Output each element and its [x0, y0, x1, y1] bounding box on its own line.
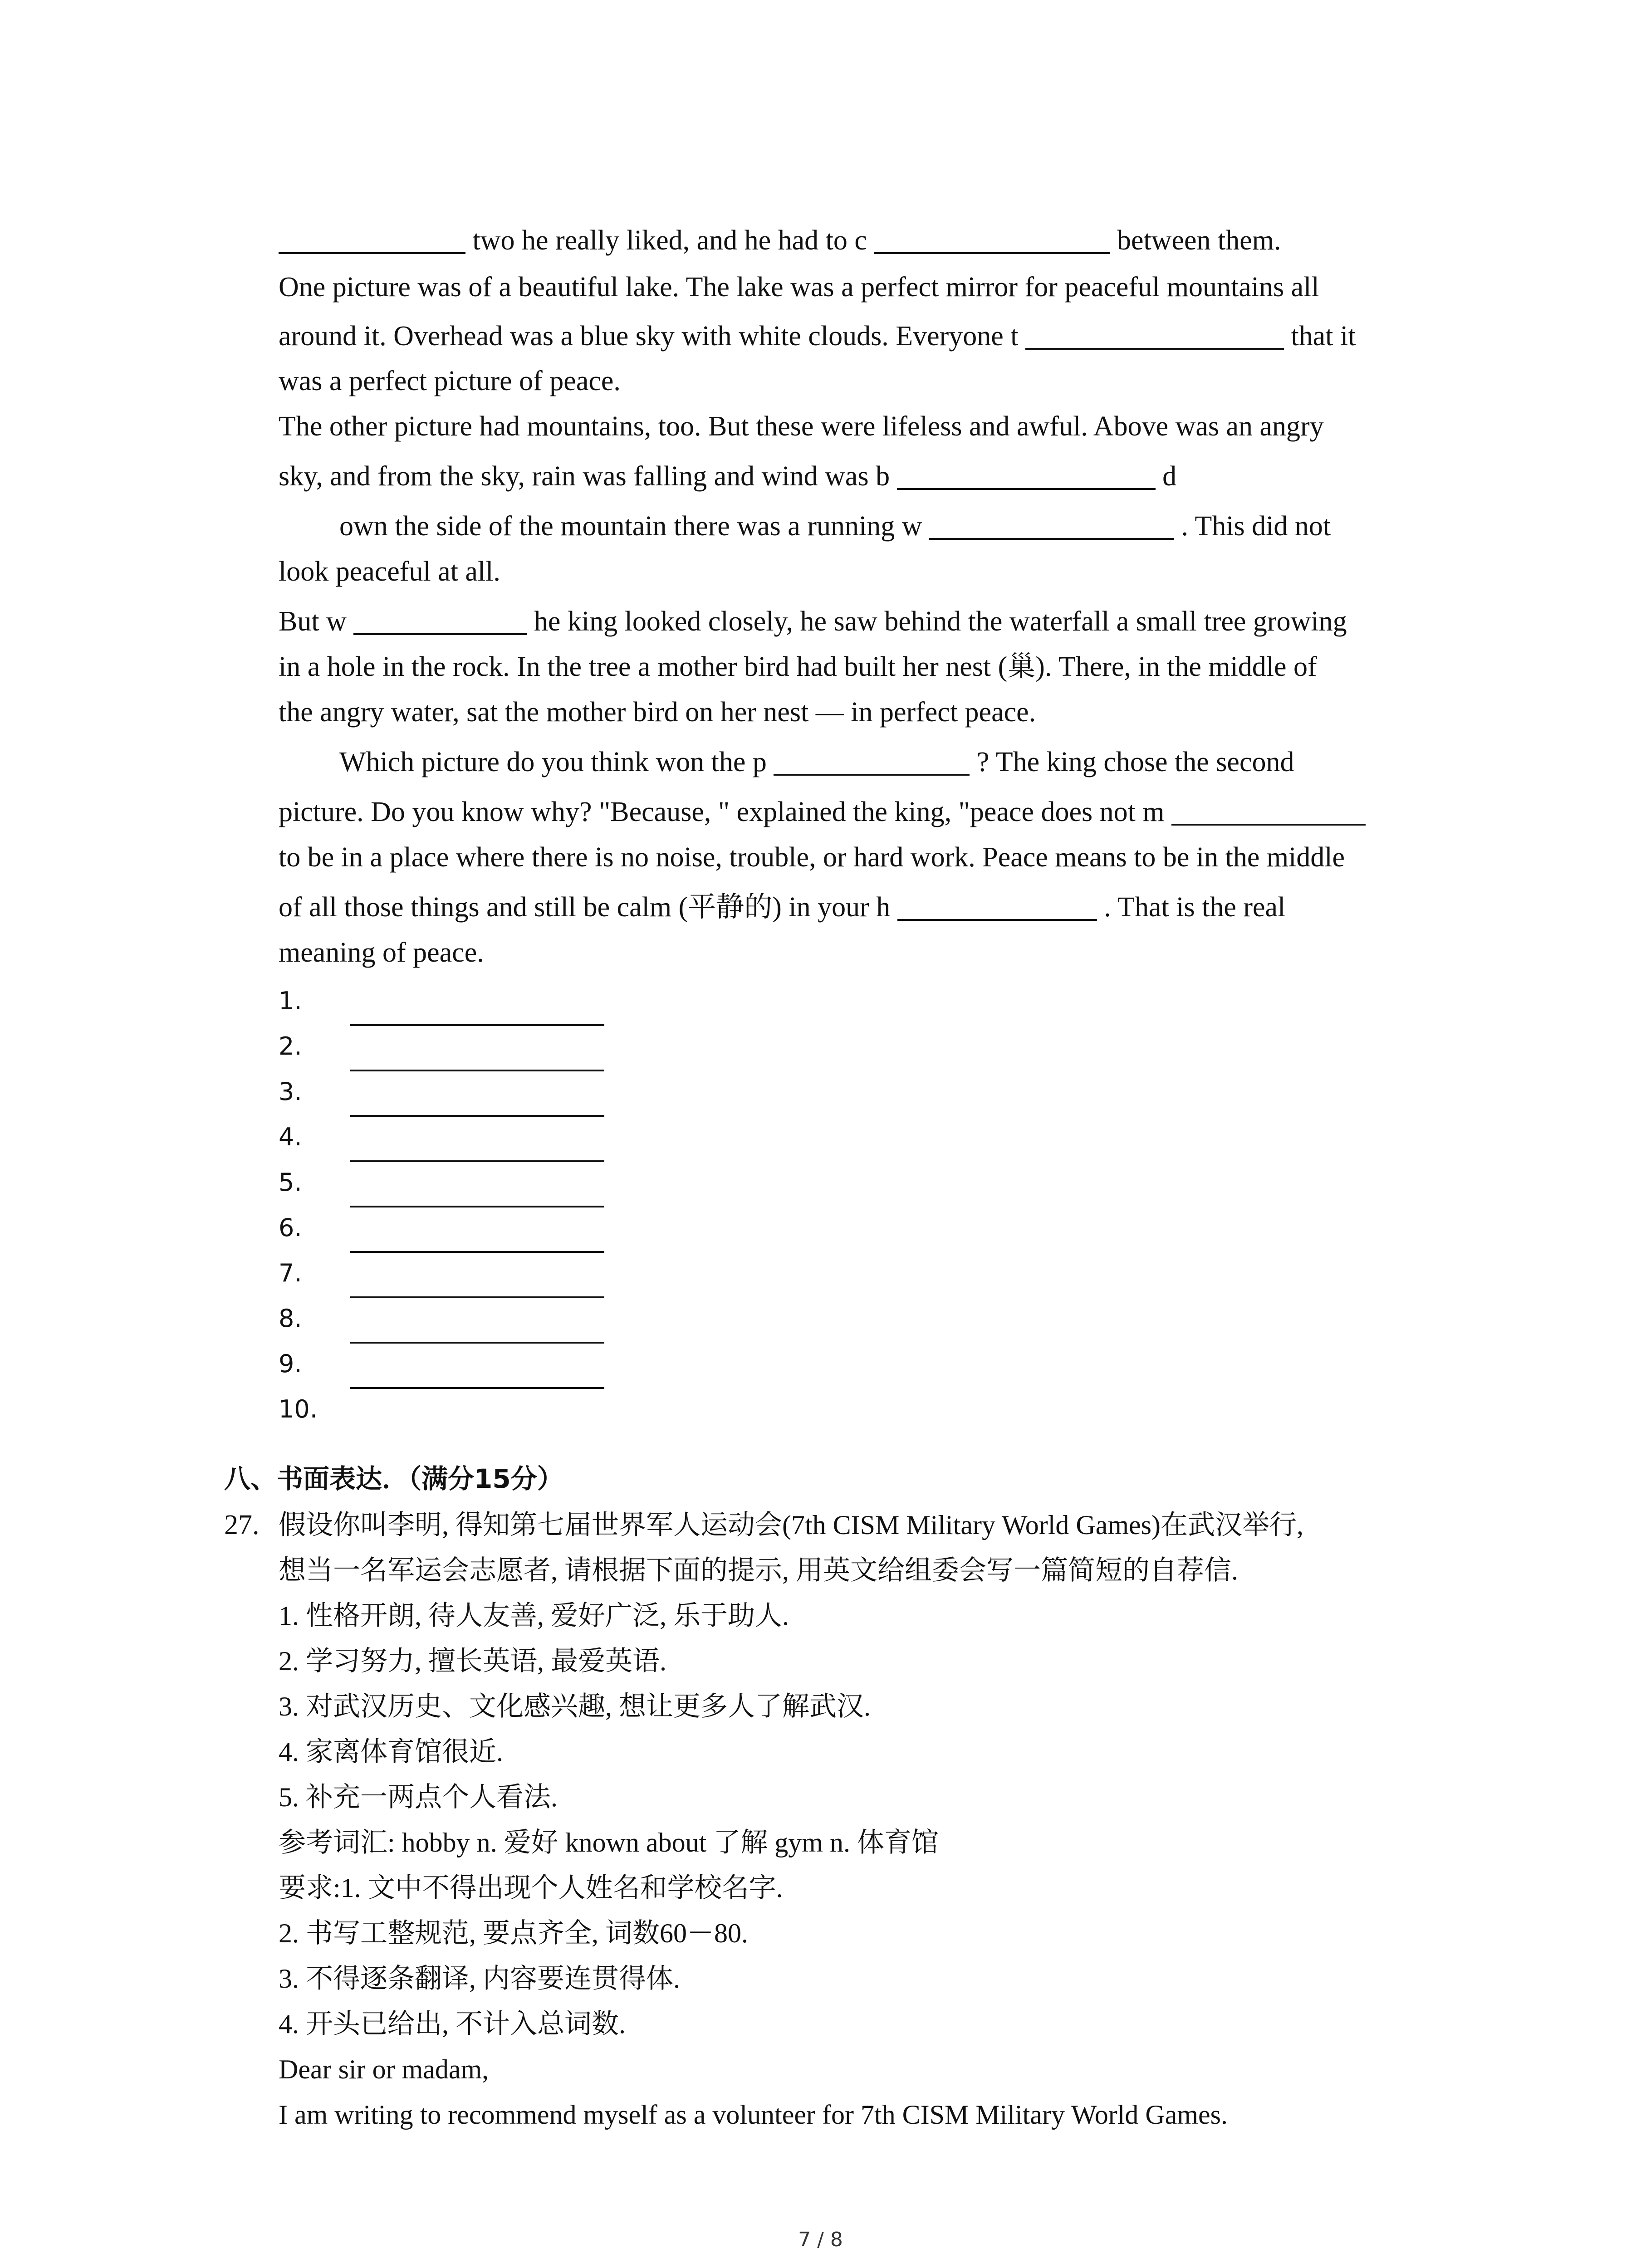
- letter-opening: I am writing to recommend myself as a volunteer for 7th CISM Military World Games.: [279, 2100, 1228, 2130]
- passage-line-6: sky, and from the sky, rain was falling and wind was b d: [279, 461, 1177, 492]
- blank[interactable]: [1025, 320, 1284, 350]
- blank[interactable]: [1171, 796, 1366, 826]
- question-line: 2. 学习努力, 擅长英语, 最爱英语.: [279, 1646, 666, 1676]
- passage-line-9: But w he king looked closely, he saw behind the waterfall a small tree growing: [279, 606, 1347, 637]
- blank[interactable]: [279, 224, 465, 254]
- passage-line-12: Which picture do you think won the p ? The king chose the second: [339, 747, 1294, 777]
- answer-line[interactable]: [350, 1115, 604, 1117]
- answer-line[interactable]: [350, 1024, 604, 1026]
- answer-number: 3.: [279, 1077, 302, 1106]
- question-line: 1. 性格开朗, 待人友善, 爱好广泛, 乐于助人.: [279, 1601, 789, 1631]
- blank[interactable]: [774, 746, 970, 776]
- question-line: 2. 书写工整规范, 要点齐全, 词数60－80.: [279, 1918, 748, 1948]
- answer-line[interactable]: [350, 1206, 604, 1207]
- answer-line[interactable]: [350, 1296, 604, 1298]
- question-line: 3. 不得逐条翻译, 内容要连贯得体.: [279, 1964, 680, 1994]
- page-number: 7 / 8: [798, 2228, 843, 2251]
- answer-number: 4.: [279, 1123, 302, 1151]
- question-line: 参考词汇: hobby n. 爱好 known about 了解 gym n. 体育馆: [279, 1828, 939, 1857]
- letter-greeting: Dear sir or madam,: [279, 2054, 489, 2084]
- passage-line-5: The other picture had mountains, too. But these were lifeless and awful. Above was an angry: [279, 411, 1324, 442]
- question-line: 4. 开头已给出, 不计入总词数.: [279, 2009, 626, 2039]
- answer-number: 1.: [279, 987, 302, 1015]
- passage-line-10: in a hole in the rock. In the tree a mother bird had built her nest (巢). There, in the middle of: [279, 651, 1317, 682]
- answer-line[interactable]: [350, 1251, 604, 1253]
- question-line: 3. 对武汉历史、文化感兴趣, 想让更多人了解武汉.: [279, 1691, 871, 1721]
- passage-line-14: to be in a place where there is no noise, trouble, or hard work. Peace means to be in the middle: [279, 842, 1345, 873]
- question-line: 想当一名军运会志愿者, 请根据下面的提示, 用英文给组委会写一篇简短的自荐信.: [279, 1555, 1238, 1585]
- passage-line-2: One picture was of a beautiful lake. The lake was a perfect mirror for peaceful mountains all: [279, 272, 1319, 303]
- answer-line[interactable]: [350, 1342, 604, 1344]
- answer-number: 10.: [279, 1395, 318, 1423]
- answer-number: 9.: [279, 1349, 302, 1378]
- question-line: 假设你叫李明, 得知第七届世界军人运动会(7th CISM Military World Games)在武汉举行,: [279, 1510, 1303, 1540]
- passage-line-16: meaning of peace.: [279, 937, 484, 968]
- passage-line-15: of all those things and still be calm (平静的) in your h . That is the real: [279, 892, 1286, 923]
- answer-number: 2.: [279, 1032, 302, 1061]
- answer-number: 7.: [279, 1259, 302, 1287]
- passage-line-8: look peaceful at all.: [279, 556, 500, 587]
- blank[interactable]: [929, 510, 1174, 540]
- passage-line-13: picture. Do you know why? "Because, " explained the king, "peace does not m: [279, 794, 1366, 830]
- answer-line[interactable]: [350, 1387, 604, 1389]
- section-heading: 八、书面表达．（满分15分）: [224, 1463, 563, 1494]
- passage-line-11: the angry water, sat the mother bird on her nest — in perfect peace.: [279, 697, 1036, 728]
- answer-number: 6.: [279, 1213, 302, 1242]
- question-line: 5. 补充一两点个人看法.: [279, 1782, 558, 1812]
- question-number: 27.: [224, 1510, 260, 1540]
- blank[interactable]: [897, 460, 1156, 490]
- passage-line-4: was a perfect picture of peace.: [279, 366, 621, 396]
- passage-line-3: around it. Overhead was a blue sky with white clouds. Everyone t that it: [279, 321, 1356, 352]
- blank[interactable]: [353, 605, 527, 635]
- passage-line-7: own the side of the mountain there was a running w . This did not: [339, 511, 1331, 542]
- passage-line-1: two he really liked, and he had to c between them.: [279, 222, 1281, 259]
- answer-line[interactable]: [350, 1070, 604, 1071]
- answer-number: 5.: [279, 1168, 302, 1197]
- answer-line[interactable]: [350, 1160, 604, 1162]
- blank[interactable]: [897, 891, 1097, 921]
- question-line: 4. 家离体育馆很近.: [279, 1737, 503, 1767]
- answer-number: 8.: [279, 1304, 302, 1333]
- blank[interactable]: [874, 224, 1110, 254]
- question-line: 要求:1. 文中不得出现个人姓名和学校名字.: [279, 1873, 783, 1903]
